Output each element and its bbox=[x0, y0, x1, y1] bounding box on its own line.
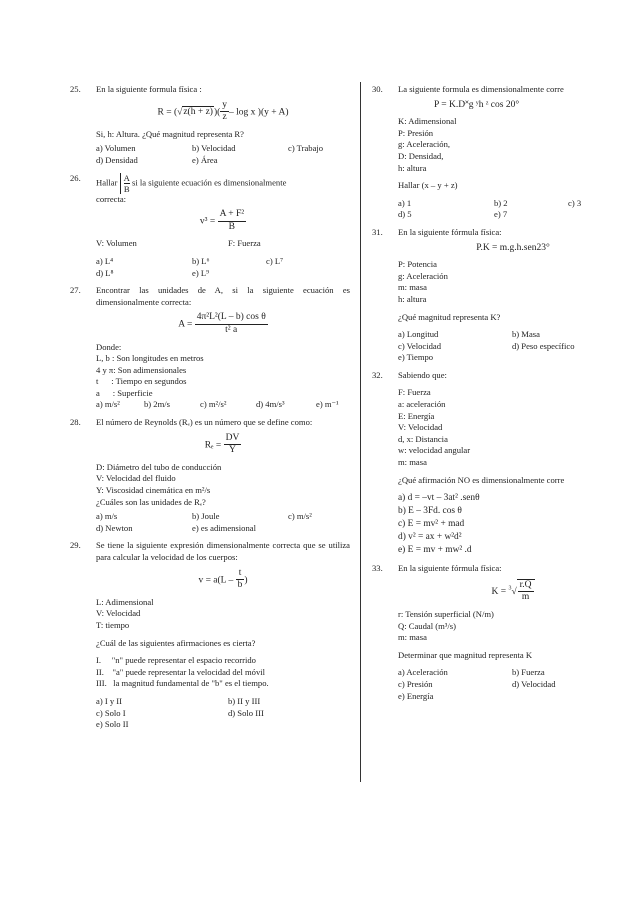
option[interactable]: d) Solo III bbox=[228, 707, 264, 718]
question-text: En la siguiente formula física : bbox=[96, 84, 202, 94]
formula: A = $\frac{\text{4π²L²(L – b) cos θ}}{\text{t² a}}$ bbox=[178, 312, 266, 335]
option[interactable]: a) d = –vt – 3at² .senθ bbox=[398, 493, 480, 504]
question-number: 32. bbox=[372, 369, 383, 380]
variable: D: Diámetro del tubo de conducción bbox=[96, 461, 222, 472]
option[interactable]: c) Presión bbox=[398, 678, 433, 689]
option[interactable]: d) v² = ax + w²d² bbox=[398, 532, 462, 543]
question-text: La siguiente formula es dimensionalmente corre bbox=[398, 84, 564, 94]
variable: V: Velocidad del fluido bbox=[96, 473, 176, 484]
question-number: 25. bbox=[70, 84, 81, 94]
question-27 bbox=[70, 285, 350, 411]
answer-options bbox=[398, 329, 628, 364]
variable: D: Densidad, bbox=[398, 150, 444, 161]
variable: h: altura bbox=[398, 293, 427, 304]
variable: g: Aceleración bbox=[398, 270, 448, 281]
variable: t : Tiempo en segundos bbox=[96, 376, 187, 387]
option[interactable]: e) es adimensional bbox=[192, 522, 256, 533]
formula-fraction: $\frac{t}{b}$ bbox=[237, 567, 243, 591]
option[interactable]: c) m/s² bbox=[288, 511, 312, 522]
answer-options bbox=[96, 399, 350, 411]
question-text: Sabiendo que: bbox=[398, 369, 447, 380]
option[interactable]: b) 2 bbox=[494, 197, 508, 208]
option[interactable]: c) Trabajo bbox=[288, 143, 324, 154]
formula-root: z(h + z) bbox=[183, 106, 213, 117]
formula: v = a(L – $\frac{t}{b}$ ) bbox=[198, 567, 248, 591]
option[interactable]: a) Aceleración bbox=[398, 667, 448, 678]
option[interactable]: c) m²/s² bbox=[200, 399, 227, 410]
option[interactable]: b) Joule bbox=[192, 511, 220, 522]
question-number: 33. bbox=[372, 563, 383, 574]
option[interactable]: a) Volumen bbox=[96, 143, 136, 154]
question-26 bbox=[70, 173, 350, 280]
answer-options bbox=[96, 256, 350, 279]
question-31 bbox=[372, 227, 628, 364]
formula: K = $^3$√ $\frac{r.Q}{m}$ bbox=[398, 579, 628, 604]
question-text: Se tiene la siguiente expresión dimensionalmente correcta que se utiliza para calcular la velocidad de los cuerpos: bbox=[96, 540, 350, 562]
option[interactable]: a) Longitud bbox=[398, 329, 439, 340]
question-number: 26. bbox=[70, 172, 81, 183]
question-number: 29. bbox=[70, 540, 81, 551]
question-29 bbox=[70, 540, 350, 730]
formula-lhs: R = ( bbox=[157, 106, 178, 117]
option[interactable]: a) 1 bbox=[398, 197, 412, 208]
option[interactable]: c) L⁷ bbox=[266, 255, 284, 266]
question-32 bbox=[372, 370, 628, 557]
variable: V: Velocidad bbox=[96, 608, 141, 619]
option[interactable]: d) Peso específico bbox=[512, 340, 575, 351]
variable: V: Velocidad bbox=[398, 422, 443, 433]
right-column bbox=[372, 84, 628, 708]
formula: R = (√z(h + z))( $\frac{y}{z}$ – log x )(y + A) bbox=[157, 99, 289, 123]
statement: I. "n" puede representar el espacio recorrido bbox=[96, 655, 256, 666]
option[interactable]: a) L⁴ bbox=[96, 255, 114, 266]
variable: 4 y π: Son adimensionales bbox=[96, 364, 187, 375]
question-prompt: Determinar que magnitud representa K bbox=[398, 649, 533, 660]
formula: v³ = $\frac{\text{A + F²}}{B}$ bbox=[199, 209, 245, 232]
option[interactable]: b) 2m/s bbox=[144, 399, 171, 410]
variable: d, x: Distancia bbox=[398, 433, 448, 444]
question-text-cont: correcta: bbox=[96, 193, 127, 204]
variable: V: Volumen bbox=[96, 238, 137, 249]
variable: m: masa bbox=[398, 282, 427, 293]
option[interactable]: c) Solo I bbox=[96, 707, 126, 718]
option[interactable]: e) L⁹ bbox=[192, 267, 210, 278]
answer-options bbox=[96, 696, 350, 731]
variable: E: Energía bbox=[398, 410, 435, 421]
option[interactable]: d) 4m/s³ bbox=[256, 399, 285, 410]
variable: P: Potencia bbox=[398, 259, 437, 270]
variables bbox=[96, 238, 350, 250]
formula-fraction: $\frac{\text{4π²L²(L – b) cos θ}}{\text{t² a}}$ bbox=[196, 312, 266, 335]
formula: Rₑ = $\frac{DV}{Y}$ bbox=[204, 432, 240, 456]
question-prompt: ¿Cuáles son las unidades de Rₑ? bbox=[96, 496, 206, 507]
question-30 bbox=[372, 84, 628, 221]
option[interactable]: c) E = mv² + mad bbox=[398, 519, 465, 530]
question-25 bbox=[70, 84, 350, 167]
option[interactable]: e) Tiempo bbox=[398, 352, 434, 363]
variable: F: Fuerza bbox=[228, 238, 261, 249]
variable: Q: Caudal (m³/s) bbox=[398, 620, 456, 631]
question-text: En la siguiente fórmula física: bbox=[398, 563, 502, 574]
option[interactable]: c) Velocidad bbox=[398, 340, 442, 351]
question-prompt: Hallar (x – y + z) bbox=[398, 180, 458, 191]
option[interactable]: b) Masa bbox=[512, 329, 540, 340]
question-text: Encontrar las unidades de A, si la siguiente ecuación es dimensionalmente correcta: bbox=[96, 285, 350, 307]
question-text: Hallar $\frac{A}{B}$ si la siguiente ecuación es dimensionalmente bbox=[96, 172, 287, 194]
formula: P.K = m.g.h.sen23° bbox=[476, 242, 550, 253]
formula-fraction: $\frac{y}{z}$ bbox=[222, 99, 228, 123]
option[interactable]: a) m/s² bbox=[96, 399, 120, 410]
option[interactable]: d) Velocidad bbox=[512, 678, 556, 689]
variable: r: Tensión superficial (N/m) bbox=[398, 609, 494, 619]
option[interactable]: e) 7 bbox=[494, 209, 508, 220]
donde-label: Donde: bbox=[96, 341, 122, 352]
variable: m: masa bbox=[398, 457, 427, 468]
question-text: El número de Reynolds (Rₑ) es un número que se define como: bbox=[96, 417, 313, 428]
variable: T: tiempo bbox=[96, 619, 130, 630]
option[interactable]: d) Densidad bbox=[96, 154, 138, 165]
formula-fraction: $\frac{DV}{Y}$ bbox=[225, 432, 240, 456]
option[interactable]: b) E – 3Fd. cos θ bbox=[398, 506, 462, 517]
question-number: 31. bbox=[372, 226, 383, 237]
question-text: En la siguiente fórmula física: bbox=[398, 226, 502, 237]
boxed-fraction: $\frac{A}{B}$ bbox=[120, 173, 130, 194]
variable: P: Presión bbox=[398, 127, 434, 138]
variable: a: aceleración bbox=[398, 399, 446, 410]
statement: II. "a" puede representar la velocidad del móvil bbox=[96, 666, 266, 677]
question-33 bbox=[372, 563, 628, 702]
question-number: 28. bbox=[70, 417, 81, 428]
variable: F: Fuerza bbox=[398, 387, 431, 398]
variable: h: altura bbox=[398, 162, 427, 173]
answer-options bbox=[398, 198, 628, 221]
variable: w: velocidad angular bbox=[398, 445, 471, 456]
answer-options bbox=[398, 667, 628, 702]
formula-part: )( bbox=[213, 106, 221, 117]
answer-options bbox=[96, 143, 350, 166]
formula-fraction: $\frac{\text{A + F²}}{B}$ bbox=[219, 209, 245, 232]
question-number: 30. bbox=[372, 84, 383, 94]
option[interactable]: e) Energía bbox=[398, 690, 434, 701]
option[interactable]: c) 3 bbox=[568, 197, 582, 208]
statement: III. la magnitud fundamental de "b" es el tiempo. bbox=[96, 678, 269, 689]
left-column bbox=[70, 84, 350, 737]
option[interactable]: e) m⁻¹ bbox=[316, 399, 339, 410]
answer-options bbox=[96, 511, 350, 534]
option[interactable]: e) Solo II bbox=[96, 719, 129, 730]
option[interactable]: e) Área bbox=[192, 154, 218, 165]
variable: g: Aceleración, bbox=[398, 139, 451, 150]
formula-fraction: $\frac{r.Q}{m}$ bbox=[517, 579, 535, 604]
option[interactable]: d) Newton bbox=[96, 522, 133, 533]
formula-part: – log x )(y + A) bbox=[229, 106, 289, 117]
option[interactable]: a) m/s bbox=[96, 511, 118, 522]
option[interactable]: b) Fuerza bbox=[512, 667, 545, 678]
variable: a : Superficie bbox=[96, 387, 153, 398]
variable: L: Adimensional bbox=[96, 596, 154, 607]
question-number: 27. bbox=[70, 285, 81, 296]
question-prompt: ¿Qué magnitud representa K? bbox=[398, 311, 501, 322]
option[interactable]: d) L⁸ bbox=[96, 267, 114, 278]
option[interactable]: e) E = mv + mw² .d bbox=[398, 545, 472, 556]
variable: K: Adimensional bbox=[398, 116, 457, 127]
variable: Y: Viscosidad cinemática en m²/s bbox=[96, 485, 211, 496]
question-28 bbox=[70, 417, 350, 534]
option[interactable]: b) II y III bbox=[228, 695, 261, 706]
option[interactable]: b) L⁶ bbox=[192, 255, 210, 266]
column-divider bbox=[360, 82, 361, 782]
option[interactable]: d) 5 bbox=[398, 209, 412, 220]
option[interactable]: a) I y II bbox=[96, 695, 123, 706]
question-prompt: Si, h: Altura. ¿Qué magnitud representa R? bbox=[96, 128, 244, 139]
option[interactable]: b) Velocidad bbox=[192, 143, 236, 154]
question-prompt: ¿Cuál de las siguientes afirmaciones es cierta? bbox=[96, 637, 256, 648]
variable: L, b : Son longitudes en metros bbox=[96, 353, 204, 364]
question-prompt: ¿Qué afirmación NO es dimensionalmente corre bbox=[398, 474, 565, 485]
variable: m: masa bbox=[398, 632, 427, 643]
formula: P = K.D˟g ʸh ᶻ cos 20° bbox=[434, 99, 520, 110]
